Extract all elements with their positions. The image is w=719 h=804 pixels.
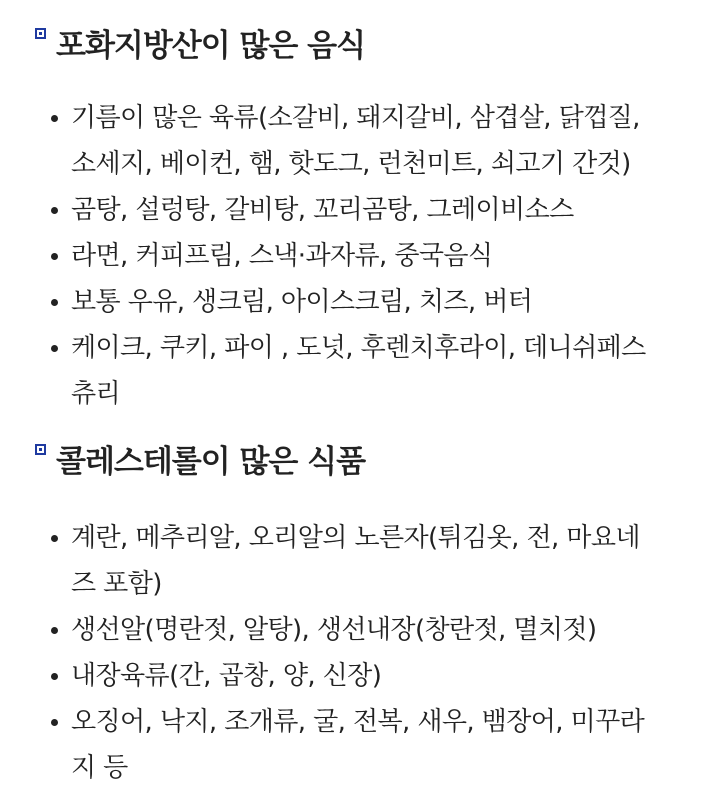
dot-bullet-icon [51,253,58,260]
list-item [0,95,719,187]
dot-bullet-icon [51,719,58,726]
list-item-line: 기름이 많은 육류(소갈비, 돼지갈비, 삼겹살, 닭껍질, [71,103,640,133]
list-item [0,699,719,791]
list-item-line: 오징어, 낙지, 조개류, 굴, 전복, 새우, 뱀장어, 미꾸라 [71,707,645,737]
square-bullet-icon [35,28,46,39]
list-item [0,515,719,607]
section-title: 포화지방산이 많은 음식 [56,28,366,64]
dot-bullet-icon [51,299,58,306]
list-item [0,187,719,233]
section-cholesterol [0,438,719,783]
dot-bullet-icon [51,535,58,542]
list-item-line: 케이크, 쿠키, 파이 , 도넛, 후렌치후라이, 데니쉬페스 [71,333,646,363]
dot-bullet-icon [51,673,58,680]
list-item [0,607,719,653]
section-heading [0,22,719,70]
list-item-line: 즈 포함) [71,569,162,599]
dot-bullet-icon [51,345,58,352]
list-item [0,325,719,417]
list-item-line: 내장육류(간, 곱창, 양, 신장) [71,661,382,691]
food-list [0,95,719,417]
list-item-line: 계란, 메추리알, 오리알의 노른자(튀김옷, 전, 마요네 [71,523,640,553]
section-title: 콜레스테롤이 많은 식품 [56,444,366,480]
list-item [0,653,719,699]
section-saturated-fat [0,22,719,409]
list-item-line: 라면, 커피프림, 스낵·과자류, 중국음식 [71,241,493,271]
dot-bullet-icon [51,207,58,214]
list-item-line: 보통 우유, 생크림, 아이스크림, 치즈, 버터 [71,287,533,317]
list-item-line: 츄리 [71,379,121,409]
dot-bullet-icon [51,627,58,634]
list-item-line: 생선알(명란젓, 알탕), 생선내장(창란젓, 멸치젓) [71,615,597,645]
list-item-line: 지 등 [71,753,128,783]
list-item [0,233,719,279]
section-heading [0,438,719,486]
list-item-line: 곰탕, 설렁탕, 갈비탕, 꼬리곰탕, 그레이비소스 [71,195,574,225]
list-item [0,279,719,325]
dot-bullet-icon [51,115,58,122]
food-list [0,515,719,791]
list-item-line: 소세지, 베이컨, 햄, 핫도그, 런천미트, 쇠고기 간것) [71,149,631,179]
square-bullet-icon [35,444,46,455]
